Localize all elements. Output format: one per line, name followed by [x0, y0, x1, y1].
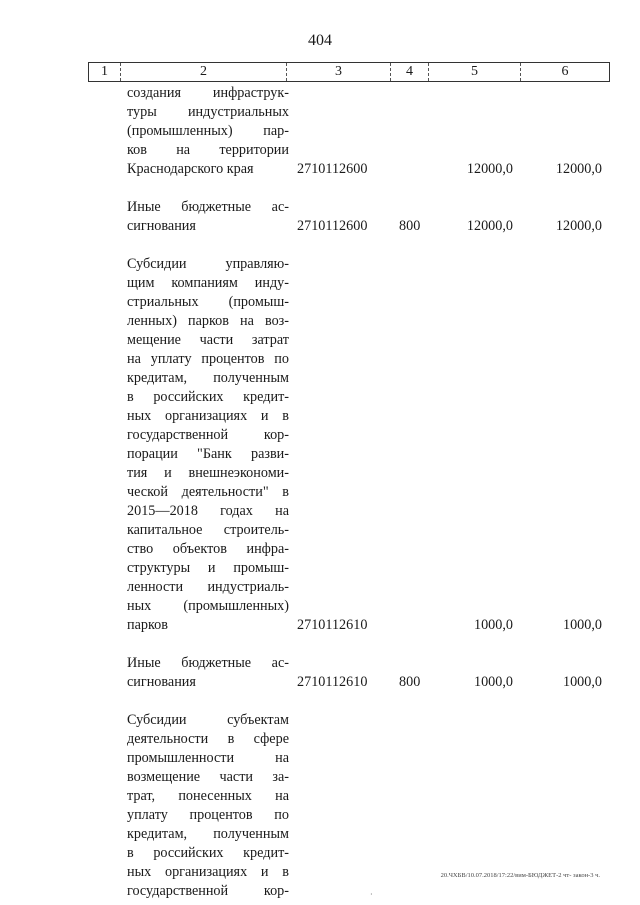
description-line: Субсидии субъектам: [127, 712, 289, 728]
row-amount-col6: 12000,0: [555, 218, 602, 234]
description-line: на уплату процентов по: [127, 351, 289, 367]
budget-table-body: [0, 84, 640, 901]
description-line: структуры и промыш-: [127, 560, 289, 576]
description-line: трат, понесенных на: [127, 788, 289, 804]
description-line: ков на территории: [127, 142, 289, 158]
description-line: ство объектов инфра-: [127, 541, 289, 557]
description-line: туры индустриальных: [127, 104, 289, 120]
row-code: 2710112600: [297, 161, 368, 177]
row-amount-col6: 1000,0: [562, 617, 602, 633]
row-expense-type: 800: [399, 218, 421, 234]
header-col-6: 6: [561, 64, 569, 79]
description-line: деятельности в сфере: [127, 731, 289, 747]
description-line: капитальное строитель-: [127, 522, 289, 538]
description-line: в российских кредит-: [127, 389, 289, 405]
description-line: щим компаниям инду-: [127, 275, 289, 291]
description-line: возмещение части за-: [127, 769, 289, 785]
row-amount-col6: 12000,0: [555, 161, 602, 177]
row-amount-col5: 1000,0: [473, 617, 513, 633]
description-line: уплату процентов по: [127, 807, 289, 823]
document-footer: 20.ЧХБВ/10.07.2018/17:22/вим-БЮДЖЕТ-2 чт- закон-3 ч.: [440, 872, 600, 879]
description-line: Иные бюджетные ас-: [127, 199, 289, 215]
description-line: ных организациях и в: [127, 864, 289, 880]
header-col-2: 2: [121, 63, 287, 81]
description-line: сигнования: [127, 218, 196, 234]
footer-mark: ·: [370, 890, 373, 899]
description-line: ных организациях и в: [127, 408, 289, 424]
description-line: Краснодарского края: [127, 161, 254, 177]
description-line: государственной кор-: [127, 427, 289, 443]
table-row: [0, 198, 640, 236]
description-line: создания инфраструк-: [127, 85, 289, 101]
description-line: сигнования: [127, 674, 196, 690]
header-col-4: 4: [391, 63, 429, 81]
description-line: в российских кредит-: [127, 845, 289, 861]
description-line: кредитам, полученным: [127, 370, 289, 386]
description-line: (промышленных) пар-: [127, 123, 289, 139]
description-line: кредитам, полученным: [127, 826, 289, 842]
description-line: ленности индустриаль-: [127, 579, 289, 595]
table-header: [88, 62, 610, 82]
description-line: ных (промышленных): [127, 598, 289, 614]
row-description: [127, 198, 289, 236]
description-line: ленных) парков на воз-: [127, 313, 289, 329]
row-description: [127, 711, 289, 901]
description-line: государственной кор-: [127, 883, 289, 899]
row-amount-col6: 1000,0: [562, 674, 602, 690]
row-code: 2710112610: [297, 617, 368, 633]
row-description: [127, 654, 289, 692]
description-line: тия и внешнеэкономи-: [127, 465, 289, 481]
description-line: ческой деятельности" в: [127, 484, 289, 500]
row-expense-type: 800: [399, 674, 421, 690]
description-line: промышленности на: [127, 750, 289, 766]
page-number: 404: [308, 32, 332, 49]
description-line: парков: [127, 617, 168, 633]
description-line: Иные бюджетные ас-: [127, 655, 289, 671]
table-row: [0, 84, 640, 179]
header-col-3: 3: [287, 63, 391, 81]
header-col-1: 1: [89, 63, 121, 81]
row-description: [127, 84, 289, 179]
row-code: 2710112600: [297, 218, 368, 234]
description-line: порации "Банк разви-: [127, 446, 289, 462]
row-amount-col5: 12000,0: [466, 218, 513, 234]
row-amount-col5: 1000,0: [473, 674, 513, 690]
row-amount-col5: 12000,0: [466, 161, 513, 177]
description-line: стриальных (промыш-: [127, 294, 289, 310]
description-line: Субсидии управляю-: [127, 256, 289, 272]
row-code: 2710112610: [297, 674, 368, 690]
description-line: мещение части затрат: [127, 332, 289, 348]
header-col-5: 5: [429, 63, 521, 81]
description-line: 2015—2018 годах на: [127, 503, 289, 519]
table-row: [0, 654, 640, 692]
table-row: [0, 255, 640, 635]
row-description: [127, 255, 289, 635]
